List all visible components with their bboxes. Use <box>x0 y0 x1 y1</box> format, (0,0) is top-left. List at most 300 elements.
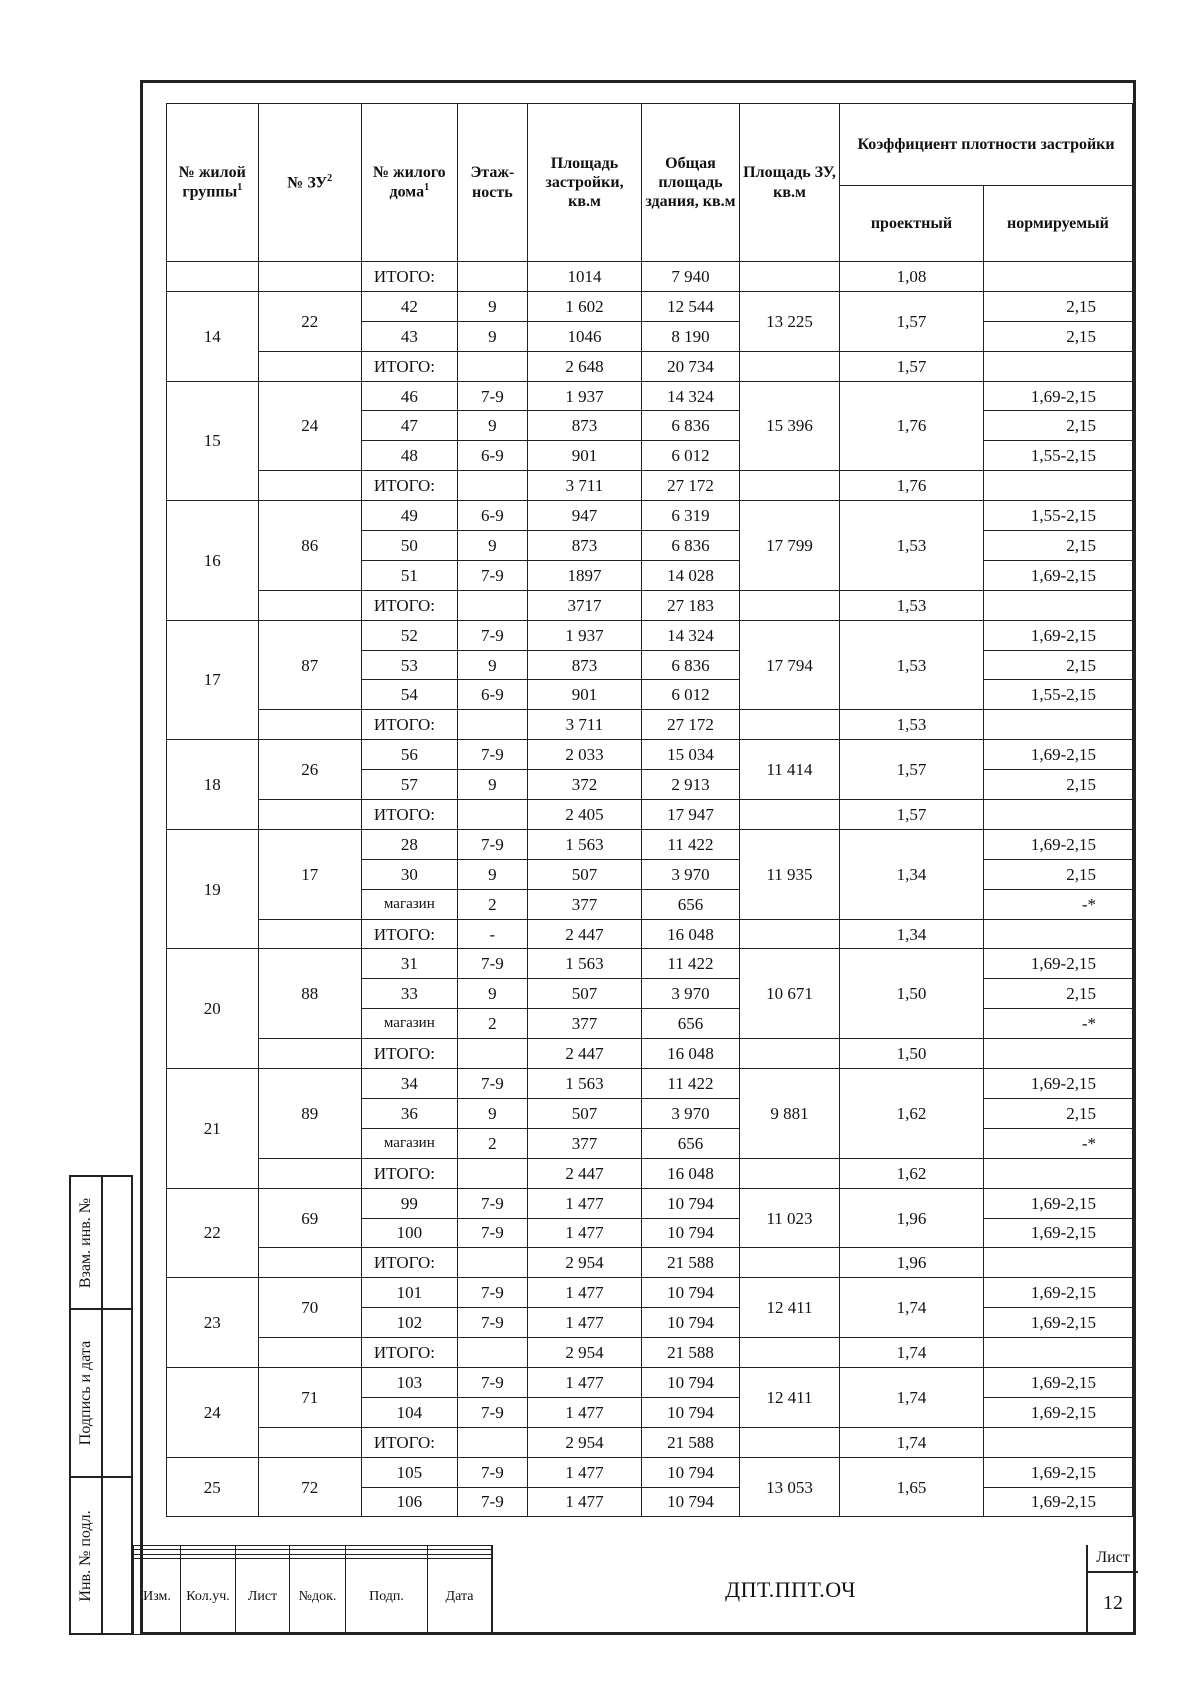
total-cell: 6 012 <box>641 680 739 710</box>
total-cell: 7 940 <box>641 262 739 292</box>
area-cell: 3 711 <box>528 710 642 740</box>
area-cell: 2 954 <box>528 1338 642 1368</box>
total-cell: 14 324 <box>641 620 739 650</box>
norm-cell: 1,69-2,15 <box>983 1188 1132 1218</box>
area-cell: 901 <box>528 680 642 710</box>
area-cell: 1 937 <box>528 620 642 650</box>
area-cell: 1897 <box>528 560 642 590</box>
area-cell: 2 954 <box>528 1427 642 1457</box>
zu-area-cell <box>739 262 839 292</box>
group-cell: 19 <box>167 829 259 949</box>
group-cell: 21 <box>167 1069 259 1189</box>
floors-cell: 9 <box>457 411 527 441</box>
header-total: Общая площадь здания, кв.м <box>641 104 739 262</box>
group-cell: 24 <box>167 1367 259 1457</box>
norm-cell: 1,69-2,15 <box>983 829 1132 859</box>
norm-cell <box>983 1248 1132 1278</box>
group-cell: 14 <box>167 291 259 381</box>
zu-cell <box>258 710 361 740</box>
house-cell: 34 <box>361 1069 457 1099</box>
area-cell: 1 477 <box>528 1308 642 1338</box>
house-cell: 56 <box>361 740 457 770</box>
house-cell: 101 <box>361 1278 457 1308</box>
house-cell: 52 <box>361 620 457 650</box>
sheet-label: Лист <box>1088 1545 1138 1573</box>
house-cell: 103 <box>361 1367 457 1397</box>
itogo-label: ИТОГО: <box>361 590 457 620</box>
table-row <box>167 381 1133 411</box>
total-cell: 14 324 <box>641 381 739 411</box>
house-cell: 54 <box>361 680 457 710</box>
side-label-vzam: Взам. инв. № <box>77 1197 94 1288</box>
house-cell: 53 <box>361 650 457 680</box>
floors-cell: 9 <box>457 859 527 889</box>
proj-cell: 1,57 <box>840 740 984 800</box>
floors-cell: 7-9 <box>457 829 527 859</box>
norm-cell: 2,15 <box>983 531 1132 561</box>
total-cell: 10 794 <box>641 1367 739 1397</box>
zu-cell: 71 <box>258 1367 361 1427</box>
area-cell: 377 <box>528 889 642 919</box>
floors-cell: 9 <box>457 291 527 321</box>
total-cell: 27 172 <box>641 471 739 501</box>
zu-area-cell: 9 881 <box>739 1069 839 1159</box>
table-row <box>167 620 1133 650</box>
table-row <box>167 471 1133 501</box>
zu-cell: 26 <box>258 740 361 800</box>
itogo-label: ИТОГО: <box>361 351 457 381</box>
area-cell: 1046 <box>528 321 642 351</box>
area-cell: 507 <box>528 1098 642 1128</box>
group-cell: 16 <box>167 501 259 621</box>
house-cell: 28 <box>361 829 457 859</box>
title-block <box>133 1545 1136 1635</box>
floors-cell <box>457 262 527 292</box>
norm-cell: 1,69-2,15 <box>983 1487 1132 1517</box>
table-row <box>167 800 1133 830</box>
proj-cell: 1,74 <box>840 1338 984 1368</box>
floors-cell: 7-9 <box>457 1308 527 1338</box>
tb-col-list: Лист <box>236 1559 290 1635</box>
proj-cell: 1,96 <box>840 1248 984 1278</box>
zu-area-cell <box>739 351 839 381</box>
floors-cell: 2 <box>457 1009 527 1039</box>
floors-cell: 9 <box>457 1098 527 1128</box>
table-row <box>167 1248 1133 1278</box>
norm-cell: -* <box>983 1128 1132 1158</box>
floors-cell: 7-9 <box>457 1367 527 1397</box>
house-cell: 104 <box>361 1397 457 1427</box>
norm-cell <box>983 1158 1132 1188</box>
norm-cell <box>983 1427 1132 1457</box>
group-cell: 22 <box>167 1188 259 1278</box>
total-cell: 10 794 <box>641 1188 739 1218</box>
area-cell: 1014 <box>528 262 642 292</box>
area-cell: 2 954 <box>528 1248 642 1278</box>
house-cell: 30 <box>361 859 457 889</box>
zu-cell: 86 <box>258 501 361 591</box>
proj-cell: 1,74 <box>840 1367 984 1427</box>
zu-area-cell: 17 794 <box>739 620 839 710</box>
floors-cell: 7-9 <box>457 949 527 979</box>
norm-cell: 2,15 <box>983 770 1132 800</box>
zu-cell: 24 <box>258 381 361 471</box>
norm-cell: 2,15 <box>983 291 1132 321</box>
total-cell: 3 970 <box>641 859 739 889</box>
total-cell: 16 048 <box>641 1158 739 1188</box>
norm-cell: 2,15 <box>983 859 1132 889</box>
norm-cell <box>983 471 1132 501</box>
floors-cell: 7-9 <box>457 1487 527 1517</box>
area-cell: 372 <box>528 770 642 800</box>
area-cell: 873 <box>528 650 642 680</box>
area-cell: 2 405 <box>528 800 642 830</box>
zu-area-cell <box>739 710 839 740</box>
tb-col-ndok: №док. <box>290 1559 346 1635</box>
proj-cell: 1,53 <box>840 620 984 710</box>
zu-cell <box>258 919 361 949</box>
floors-cell: 7-9 <box>457 1457 527 1487</box>
table-row <box>167 919 1133 949</box>
area-cell: 1 602 <box>528 291 642 321</box>
group-cell: 17 <box>167 620 259 740</box>
norm-cell: 2,15 <box>983 1098 1132 1128</box>
itogo-label: ИТОГО: <box>361 471 457 501</box>
norm-cell: 2,15 <box>983 321 1132 351</box>
area-cell: 507 <box>528 979 642 1009</box>
proj-cell: 1,50 <box>840 1039 984 1069</box>
area-cell: 947 <box>528 501 642 531</box>
house-cell: 99 <box>361 1188 457 1218</box>
norm-cell: 2,15 <box>983 650 1132 680</box>
norm-cell <box>983 710 1132 740</box>
total-cell: 20 734 <box>641 351 739 381</box>
floors-cell: 6-9 <box>457 501 527 531</box>
zu-area-cell <box>739 1248 839 1278</box>
area-cell: 2 447 <box>528 1158 642 1188</box>
floors-cell: 9 <box>457 531 527 561</box>
norm-cell: 1,69-2,15 <box>983 1218 1132 1248</box>
proj-cell: 1,76 <box>840 381 984 471</box>
norm-cell <box>983 1338 1132 1368</box>
density-table <box>166 103 1133 1517</box>
floors-cell <box>457 1248 527 1278</box>
norm-cell <box>983 800 1132 830</box>
table-row <box>167 829 1133 859</box>
norm-cell: 2,15 <box>983 979 1132 1009</box>
norm-cell: 1,69-2,15 <box>983 1308 1132 1338</box>
total-cell: 2 913 <box>641 770 739 800</box>
norm-cell: 1,55-2,15 <box>983 441 1132 471</box>
zu-cell: 72 <box>258 1457 361 1517</box>
proj-cell: 1,57 <box>840 800 984 830</box>
floors-cell: 7-9 <box>457 740 527 770</box>
floors-cell: 6-9 <box>457 680 527 710</box>
area-cell: 1 477 <box>528 1188 642 1218</box>
norm-cell: 1,69-2,15 <box>983 1069 1132 1099</box>
norm-cell: 1,69-2,15 <box>983 949 1132 979</box>
table-row <box>167 1367 1133 1397</box>
area-cell: 2 033 <box>528 740 642 770</box>
area-cell: 1 477 <box>528 1367 642 1397</box>
zu-area-cell: 11 935 <box>739 829 839 919</box>
header-floors: Этаж-ность <box>457 104 527 262</box>
zu-cell: 87 <box>258 620 361 710</box>
proj-cell: 1,74 <box>840 1278 984 1338</box>
area-cell: 873 <box>528 411 642 441</box>
table-row <box>167 291 1133 321</box>
area-cell: 3717 <box>528 590 642 620</box>
house-cell: 42 <box>361 291 457 321</box>
zu-cell <box>258 800 361 830</box>
area-cell: 1 477 <box>528 1218 642 1248</box>
zu-cell <box>258 351 361 381</box>
proj-cell: 1,74 <box>840 1427 984 1457</box>
norm-cell: 1,69-2,15 <box>983 560 1132 590</box>
tb-col-izm: Изм. <box>134 1559 181 1635</box>
zu-cell <box>258 1248 361 1278</box>
zu-area-cell: 12 411 <box>739 1278 839 1338</box>
total-cell: 10 794 <box>641 1457 739 1487</box>
total-cell: 656 <box>641 1128 739 1158</box>
itogo-label: ИТОГО: <box>361 262 457 292</box>
house-cell: 57 <box>361 770 457 800</box>
floors-cell <box>457 800 527 830</box>
floors-cell <box>457 1158 527 1188</box>
house-cell: 51 <box>361 560 457 590</box>
total-cell: 6 836 <box>641 531 739 561</box>
floors-cell <box>457 1039 527 1069</box>
table-row <box>167 351 1133 381</box>
zu-cell <box>258 1158 361 1188</box>
total-cell: 6 319 <box>641 501 739 531</box>
floors-cell <box>457 590 527 620</box>
total-cell: 11 422 <box>641 1069 739 1099</box>
floors-cell: 7-9 <box>457 560 527 590</box>
sheet-box <box>1086 1545 1138 1635</box>
total-cell: 11 422 <box>641 829 739 859</box>
proj-cell: 1,34 <box>840 919 984 949</box>
side-label-inv: Инв. № подл. <box>77 1509 94 1602</box>
zu-area-cell: 13 053 <box>739 1457 839 1517</box>
itogo-label: ИТОГО: <box>361 800 457 830</box>
title-block-grid <box>133 1545 492 1635</box>
tb-col-data: Дата <box>428 1559 492 1635</box>
floors-cell: 2 <box>457 1128 527 1158</box>
norm-cell <box>983 919 1132 949</box>
table-row <box>167 1188 1133 1218</box>
table-row <box>167 740 1133 770</box>
proj-cell: 1,62 <box>840 1069 984 1159</box>
total-cell: 27 172 <box>641 710 739 740</box>
floors-cell: 6-9 <box>457 441 527 471</box>
table-row <box>167 1338 1133 1368</box>
table-row <box>167 949 1133 979</box>
table-row <box>167 710 1133 740</box>
itogo-label: ИТОГО: <box>361 1338 457 1368</box>
norm-cell: 2,15 <box>983 411 1132 441</box>
header-house: № жилого дома$^1$ <box>361 104 457 262</box>
side-cell-inv <box>69 1476 103 1635</box>
itogo-label: ИТОГО: <box>361 710 457 740</box>
total-cell: 10 794 <box>641 1397 739 1427</box>
floors-cell: 9 <box>457 650 527 680</box>
zu-area-cell: 11 414 <box>739 740 839 800</box>
norm-cell: 1,69-2,15 <box>983 381 1132 411</box>
table-row <box>167 1427 1133 1457</box>
zu-cell <box>258 590 361 620</box>
sheet-number: 12 <box>1103 1592 1123 1614</box>
table-row <box>167 1039 1133 1069</box>
total-cell: 656 <box>641 889 739 919</box>
norm-cell: 1,69-2,15 <box>983 1457 1132 1487</box>
zu-cell: 89 <box>258 1069 361 1159</box>
floors-cell: 7-9 <box>457 620 527 650</box>
floors-cell: 9 <box>457 979 527 1009</box>
floors-cell <box>457 1338 527 1368</box>
itogo-label: ИТОГО: <box>361 1158 457 1188</box>
floors-cell <box>457 471 527 501</box>
header-group: № жилой группы$^1$ <box>167 104 259 262</box>
itogo-label: ИТОГО: <box>361 919 457 949</box>
house-cell: 33 <box>361 979 457 1009</box>
header-zu-area: Площадь ЗУ, кв.м <box>739 104 839 262</box>
floors-cell: 7-9 <box>457 1278 527 1308</box>
house-cell: магазин <box>361 1009 457 1039</box>
proj-cell: 1,53 <box>840 501 984 591</box>
table-body <box>167 262 1133 1517</box>
zu-area-cell: 11 023 <box>739 1188 839 1248</box>
side-cell-vzam <box>69 1175 103 1310</box>
zu-cell: 70 <box>258 1278 361 1338</box>
proj-cell: 1,57 <box>840 291 984 351</box>
floors-cell: 7-9 <box>457 1188 527 1218</box>
area-cell: 1 477 <box>528 1457 642 1487</box>
total-cell: 10 794 <box>641 1278 739 1308</box>
side-cell-podpis-value <box>101 1308 133 1478</box>
area-cell: 1 477 <box>528 1487 642 1517</box>
area-cell: 377 <box>528 1009 642 1039</box>
proj-cell: 1,53 <box>840 590 984 620</box>
area-cell: 1 477 <box>528 1278 642 1308</box>
zu-area-cell <box>739 590 839 620</box>
house-cell: 106 <box>361 1487 457 1517</box>
document-code: ДПТ.ППТ.ОЧ <box>491 1545 1088 1635</box>
total-cell: 16 048 <box>641 919 739 949</box>
area-cell: 2 447 <box>528 1039 642 1069</box>
zu-area-cell: 12 411 <box>739 1367 839 1427</box>
zu-cell: 22 <box>258 291 361 351</box>
zu-cell <box>258 471 361 501</box>
side-label-podpis: Подпись и дата <box>77 1340 94 1446</box>
area-cell: 377 <box>528 1128 642 1158</box>
proj-cell: 1,96 <box>840 1188 984 1248</box>
house-cell: 47 <box>361 411 457 441</box>
group-cell: 25 <box>167 1457 259 1517</box>
floors-cell <box>457 710 527 740</box>
proj-cell: 1,62 <box>840 1158 984 1188</box>
itogo-label: ИТОГО: <box>361 1427 457 1457</box>
floors-cell <box>457 1427 527 1457</box>
proj-cell: 1,53 <box>840 710 984 740</box>
proj-cell: 1,65 <box>840 1457 984 1517</box>
floors-cell: 7-9 <box>457 1397 527 1427</box>
zu-cell <box>258 1427 361 1457</box>
house-cell: 31 <box>361 949 457 979</box>
house-cell: магазин <box>361 889 457 919</box>
group-cell: 15 <box>167 381 259 501</box>
norm-cell: 1,55-2,15 <box>983 680 1132 710</box>
norm-cell <box>983 351 1132 381</box>
side-stamp <box>69 1175 133 1635</box>
total-cell: 21 588 <box>641 1427 739 1457</box>
zu-cell: 17 <box>258 829 361 919</box>
house-cell: 43 <box>361 321 457 351</box>
total-cell: 6 836 <box>641 650 739 680</box>
zu-area-cell: 10 671 <box>739 949 839 1039</box>
table-row <box>167 501 1133 531</box>
area-cell: 873 <box>528 531 642 561</box>
house-cell: 100 <box>361 1218 457 1248</box>
total-cell: 21 588 <box>641 1338 739 1368</box>
group-cell: 20 <box>167 949 259 1069</box>
area-cell: 1 937 <box>528 381 642 411</box>
table-row <box>167 1278 1133 1308</box>
floors-cell: 7-9 <box>457 1218 527 1248</box>
area-cell: 2 447 <box>528 919 642 949</box>
itogo-label: ИТОГО: <box>361 1248 457 1278</box>
area-cell: 1 563 <box>528 949 642 979</box>
house-cell: 46 <box>361 381 457 411</box>
norm-cell <box>983 590 1132 620</box>
total-cell: 21 588 <box>641 1248 739 1278</box>
floors-cell: 9 <box>457 321 527 351</box>
total-cell: 11 422 <box>641 949 739 979</box>
zu-area-cell <box>739 1158 839 1188</box>
proj-cell: 1,50 <box>840 949 984 1039</box>
norm-cell: -* <box>983 1009 1132 1039</box>
area-cell: 1 563 <box>528 829 642 859</box>
house-cell: 36 <box>361 1098 457 1128</box>
header-coef: Коэффициент плотности застройки <box>840 104 1133 186</box>
norm-cell <box>983 1039 1132 1069</box>
floors-cell: 9 <box>457 770 527 800</box>
house-cell: 48 <box>361 441 457 471</box>
norm-cell: 1,69-2,15 <box>983 740 1132 770</box>
norm-cell: 1,69-2,15 <box>983 620 1132 650</box>
table-row <box>167 262 1133 292</box>
side-cell-vzam-value <box>101 1175 133 1310</box>
zu-cell: 69 <box>258 1188 361 1248</box>
itogo-label: ИТОГО: <box>361 1039 457 1069</box>
total-cell: 27 183 <box>641 590 739 620</box>
norm-cell: -* <box>983 889 1132 919</box>
proj-cell: 1,76 <box>840 471 984 501</box>
house-cell: 102 <box>361 1308 457 1338</box>
norm-cell <box>983 262 1132 292</box>
floors-cell: 7-9 <box>457 381 527 411</box>
header-area: Площадь застройки, кв.м <box>528 104 642 262</box>
house-cell: 105 <box>361 1457 457 1487</box>
group-cell: 23 <box>167 1278 259 1368</box>
group-cell: 18 <box>167 740 259 830</box>
zu-cell <box>258 1039 361 1069</box>
total-cell: 14 028 <box>641 560 739 590</box>
total-cell: 12 544 <box>641 291 739 321</box>
house-cell: магазин <box>361 1128 457 1158</box>
norm-cell: 1,55-2,15 <box>983 501 1132 531</box>
table-row <box>167 1158 1133 1188</box>
